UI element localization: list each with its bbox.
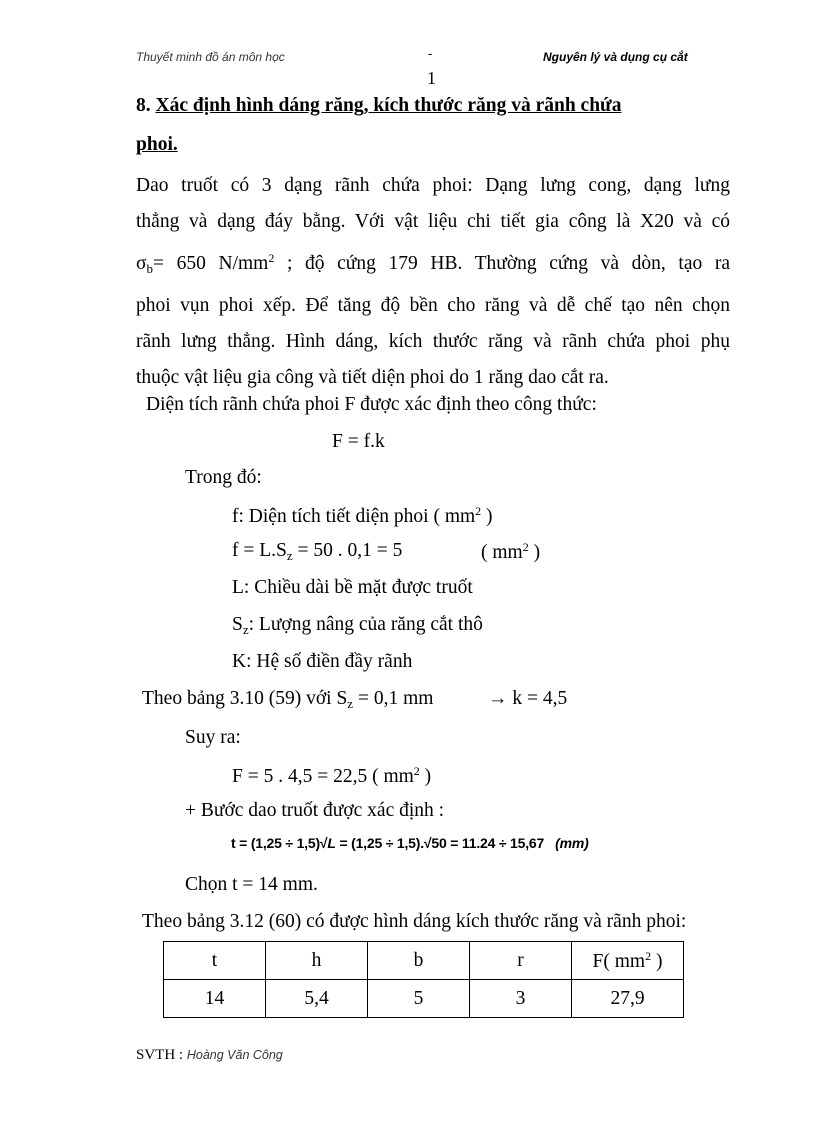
subscript: z xyxy=(347,696,354,711)
calc-f xyxy=(232,540,402,564)
superscript: 2 xyxy=(475,504,482,518)
formula-t-unit: (mm) xyxy=(555,835,589,851)
table-cell: 3 xyxy=(470,980,572,1018)
def-Sz-text: : Lượng nâng của răng cắt thô xyxy=(248,614,483,635)
superscript: 2 xyxy=(413,764,420,778)
table-header-cell: t xyxy=(164,942,266,980)
paragraph-line: Dao truốt có 3 dạng rãnh chứa phoi: Dạng lưng cong, dạng lưng xyxy=(136,175,730,196)
sigma-symbol: σ xyxy=(136,253,147,275)
calc-f-unit xyxy=(481,540,540,564)
def-L: L: Chiều dài bề mặt được truốt xyxy=(232,577,473,598)
paragraph-line: thuộc vật liệu gia công và tiết diện phoi do 1 răng dao cắt ra. xyxy=(136,367,609,389)
page-number: 1 xyxy=(427,68,436,88)
def-K: K: Hệ số điền đầy rãnh xyxy=(232,651,413,672)
paragraph-line xyxy=(136,240,730,287)
section-number: 8. xyxy=(136,95,151,116)
strength-value: = 650 N/mm xyxy=(153,253,269,275)
k-result: → k = 4,5 xyxy=(488,688,568,709)
paragraph-line: thẳng và dạng đáy bằng. Với vật liệu chi tiết gia công là X20 và có xyxy=(136,211,730,233)
calc-F-text: F = 5 . 4,5 = 22,5 ( mm xyxy=(232,766,414,787)
header-dash: - xyxy=(428,46,433,61)
table-header-row xyxy=(164,942,684,980)
superscript: 2 xyxy=(268,251,275,266)
tooth-dimension-table xyxy=(163,941,684,1018)
calc-F-close: ) xyxy=(419,766,432,787)
section-heading xyxy=(136,95,736,117)
table-header-cell: b xyxy=(368,942,470,980)
def-f xyxy=(232,504,493,528)
footer-label: SVTH : xyxy=(136,1047,187,1063)
superscript: 2 xyxy=(522,540,529,554)
theo-bang2-line: Theo bảng 3.12 (60) có được hình dáng kích thước răng và rãnh phoi: xyxy=(142,911,687,932)
def-f-close: ) xyxy=(481,506,493,527)
footer xyxy=(136,1047,283,1064)
def-Sz xyxy=(232,614,483,638)
trong-do-label: Trong đó: xyxy=(185,467,262,488)
table-cell: 27,9 xyxy=(572,980,684,1018)
theo-bang-text: Theo bảng 3.10 (59) với S xyxy=(142,688,348,709)
formula-F: F = f.k xyxy=(332,431,385,452)
formula-t xyxy=(231,835,589,851)
paragraph-line: phoi vụn phoi xếp. Để tăng độ bền cho răng và dễ chế tạo nên chọn xyxy=(136,294,730,316)
suy-ra-label: Suy ra: xyxy=(185,727,241,748)
unit-close: ) xyxy=(528,542,541,563)
chon-t-line: Chọn t = 14 mm. xyxy=(185,874,318,895)
header-left-title: Thuyết minh đồ án môn học xyxy=(136,50,285,64)
subscript: z xyxy=(242,622,249,637)
superscript: 2 xyxy=(645,948,652,963)
def-Sz-symbol: S xyxy=(232,614,243,635)
intro-paragraph xyxy=(136,168,730,396)
subscript: z xyxy=(286,548,293,563)
table-row xyxy=(164,980,684,1018)
calc-f-value: = 50 . 0,1 = 5 xyxy=(292,540,403,561)
table-cell: 5 xyxy=(368,980,470,1018)
hardness-text: ; độ cứng 179 HB. Thường cứng và dòn, tạo ra xyxy=(274,253,730,275)
formula-t-L: L xyxy=(327,835,336,851)
formula-t-part2: = (1,25 ÷ 1,5).√50 = 11.24 ÷ 15,67 xyxy=(335,835,545,851)
calc-F xyxy=(232,764,431,788)
footer-author: Hoàng Văn Công xyxy=(186,1048,283,1062)
section-title-line2: phoi. xyxy=(136,134,178,155)
header-right-title: Nguyên lý và dụng cụ cắt xyxy=(543,50,688,64)
header-text: F( mm xyxy=(592,950,646,972)
table-header-cell: h xyxy=(266,942,368,980)
header-close: ) xyxy=(651,950,663,972)
unit-text: ( mm xyxy=(481,542,523,563)
calc-f-text: f = L.S xyxy=(232,540,287,561)
def-f-text: f: Diện tích tiết diện phoi ( mm xyxy=(232,506,476,527)
paragraph-line: rãnh lưng thẳng. Hình dáng, kích thước răng và rãnh chứa phoi phụ xyxy=(136,330,730,352)
sigma-subscript: b xyxy=(146,261,154,277)
table-cell: 5,4 xyxy=(266,980,368,1018)
area-intro: Diện tích rãnh chứa phoi F được xác định theo công thức: xyxy=(146,394,597,415)
theo-bang-value: = 0,1 mm xyxy=(353,688,434,709)
buoc-dao-line: + Bước dao truốt được xác định : xyxy=(185,800,445,821)
table-header-cell xyxy=(572,942,684,980)
table-cell: 14 xyxy=(164,980,266,1018)
section-title-line1: Xác định hình dáng răng, kích thước răng và rãnh chứa xyxy=(155,95,622,116)
theo-bang-line xyxy=(142,688,433,712)
table-header-cell: r xyxy=(470,942,572,980)
formula-t-part1: t = (1,25 ÷ 1,5)√ xyxy=(231,835,328,851)
